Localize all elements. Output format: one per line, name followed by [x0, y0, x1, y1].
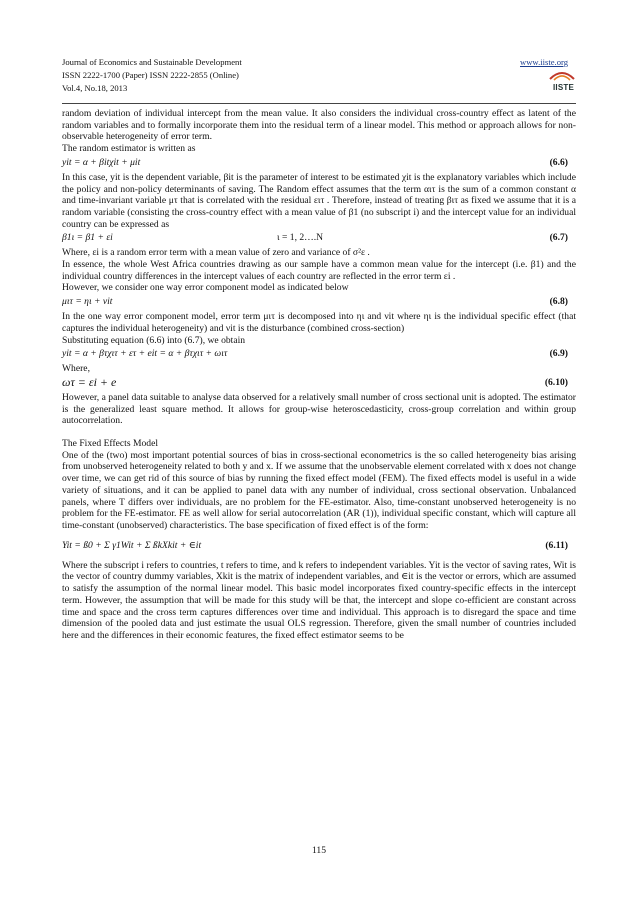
- equation-formula: ωτ = εi + e: [62, 374, 117, 389]
- paragraph: The random estimator is written as: [62, 143, 196, 155]
- equation-6-11: [62, 533, 576, 559]
- equation-number: (6.7): [549, 232, 568, 244]
- section-title: The Fixed Effects Model: [62, 438, 159, 450]
- equation-formula: yit = α + βitχit + μit: [62, 156, 141, 168]
- article-body: [62, 108, 576, 642]
- volume-line: Vol.4, No.18, 2013: [62, 83, 128, 93]
- paragraph: However, a panel data suitable to analyse data observed for a relatively small number of cross sectional unit is adopted. The estimator is the generalized least square method. It allows for group-wise heteroscedasticity, cross-group correlation and within group autocorrelation.: [62, 391, 576, 427]
- paragraph: Where the subscript i refers to countries, t refers to time, and k refers to independent variables. Yit is the vector of saving rates, Wit is the vector of country dummy variables, Xkit is the matrix of independent variables, and ∈it is the vector or errors, which are assumed to satisfy the assumption of the normal linear model. This basic model incorporates fixed country-specific effects in the intercept term. However, the assumption that will be made for this study will be that, the intercept and slope co-efficient are constant across time and space and the cross term captures differences over time and individual. This approach is to disregard the space and time dimension of the pooled data and just estimate the usual OLS regression. Therefore, given the small number of countries included here and the differences in their economic features, the fixed effect estimator seems to be: [62, 559, 576, 641]
- equation-formula: μιτ = ηι + νit: [62, 296, 113, 308]
- header-rule: [62, 103, 576, 104]
- logo-text: IISTE: [552, 83, 574, 92]
- paragraph: In this case, yit is the dependent variable, βit is the parameter of interest to be estimated χit is the explanatory variables which include the policy and non-policy determinants of saving. The Random effect assumes that the term αιτ is the sum of a common constant α and time-invariant variable μτ that is correlated with the residual ειτ . Therefore, instead of treating βιτ as fixed we assume that it is a random variable (consisting the cross-country effect with a mean value of β1 (no subscript i) and the intercept value for an individual country can be expressed as: [62, 171, 576, 230]
- page-number: 115: [311, 845, 327, 856]
- equation-6-8: [62, 295, 576, 310]
- paragraph: Substituting equation (6.6) into (6.7), we obtain: [62, 334, 246, 346]
- issn-line: ISSN 2222-1700 (Paper) ISSN 2222-2855 (Online): [62, 70, 239, 80]
- paragraph: In essence, the whole West Africa countries drawing as our sample have a common mean value for the intercept (i.e. β1) and the individual country differences in the intercept values of each country are reflected in the error term εi .: [62, 259, 576, 282]
- running-header: [62, 56, 574, 95]
- paragraph: However, we consider one way error component model as indicated below: [62, 282, 349, 294]
- journal-name: Journal of Economics and Sustainable Development: [62, 57, 242, 67]
- equation-number: (6.11): [545, 539, 568, 551]
- equation-formula: β1ι = β1 + εi: [62, 232, 113, 244]
- paragraph: One of the (two) most important potential sources of bias in cross-sectional econometrics is the so called heterogeneity bias arising from unobserved heterogeneity related to both y and x. If we assume that the unobservable element correlated with x does not change over time, we can get rid of this source of bias by running the fixed effect model (FEM). The fixed effects model is useful in a wide variety of situations, and it can be applied to panel data with any number of individual, cross sectional observation. Unbalanced panels, where T differs over individuals, are no problem for the FE-estimator. Also, time-constant unobserved heterogeneity is no problem for the FE-estimator. FE as well allow for serial autocorrelation (AR (1)), individual specific constant, which will capture all time-constant (unobserved) characteristics. The base specification of fixed effect is of the form:: [62, 449, 576, 531]
- equation-6-7: [62, 231, 576, 246]
- equation-formula: yit = α + βτχιτ + ετ + eit = α + βτχιτ + ωιτ: [62, 348, 228, 360]
- paragraph: Where,: [62, 363, 90, 375]
- equation-6-6: [62, 156, 576, 171]
- equation-6-9: [62, 347, 576, 362]
- equation-formula: Yit = ß0 + Σ γ1Wit + Σ ßkXkit + ∈it: [62, 539, 202, 551]
- equation-number: (6.6): [549, 156, 568, 168]
- equation-range: ι = 1, 2….N: [277, 232, 324, 244]
- paragraph: In the one way error component model, error term μιτ is decomposed into ηι and νit where ηι is the individual specific effect (that captures the individual heterogeneity) and νit is the disturbance (combined cross-section): [62, 311, 576, 334]
- paragraph: random deviation of individual intercept from the mean value. It also considers the individual cross-country effect as latent of the random variables and to formally incorporate them into the residual term of a linear model. This method or approach allows for non-observable heterogeneity of error term.: [62, 108, 576, 143]
- equation-number: (6.9): [549, 348, 568, 360]
- paragraph: Where, εi is a random error term with a mean value of zero and variance of σ²ε .: [62, 247, 370, 259]
- equation-number: (6.10): [544, 376, 568, 388]
- journal-url-link[interactable]: www.iiste.org: [520, 57, 568, 67]
- equation-6-10: [62, 376, 576, 391]
- equation-number: (6.8): [549, 296, 568, 308]
